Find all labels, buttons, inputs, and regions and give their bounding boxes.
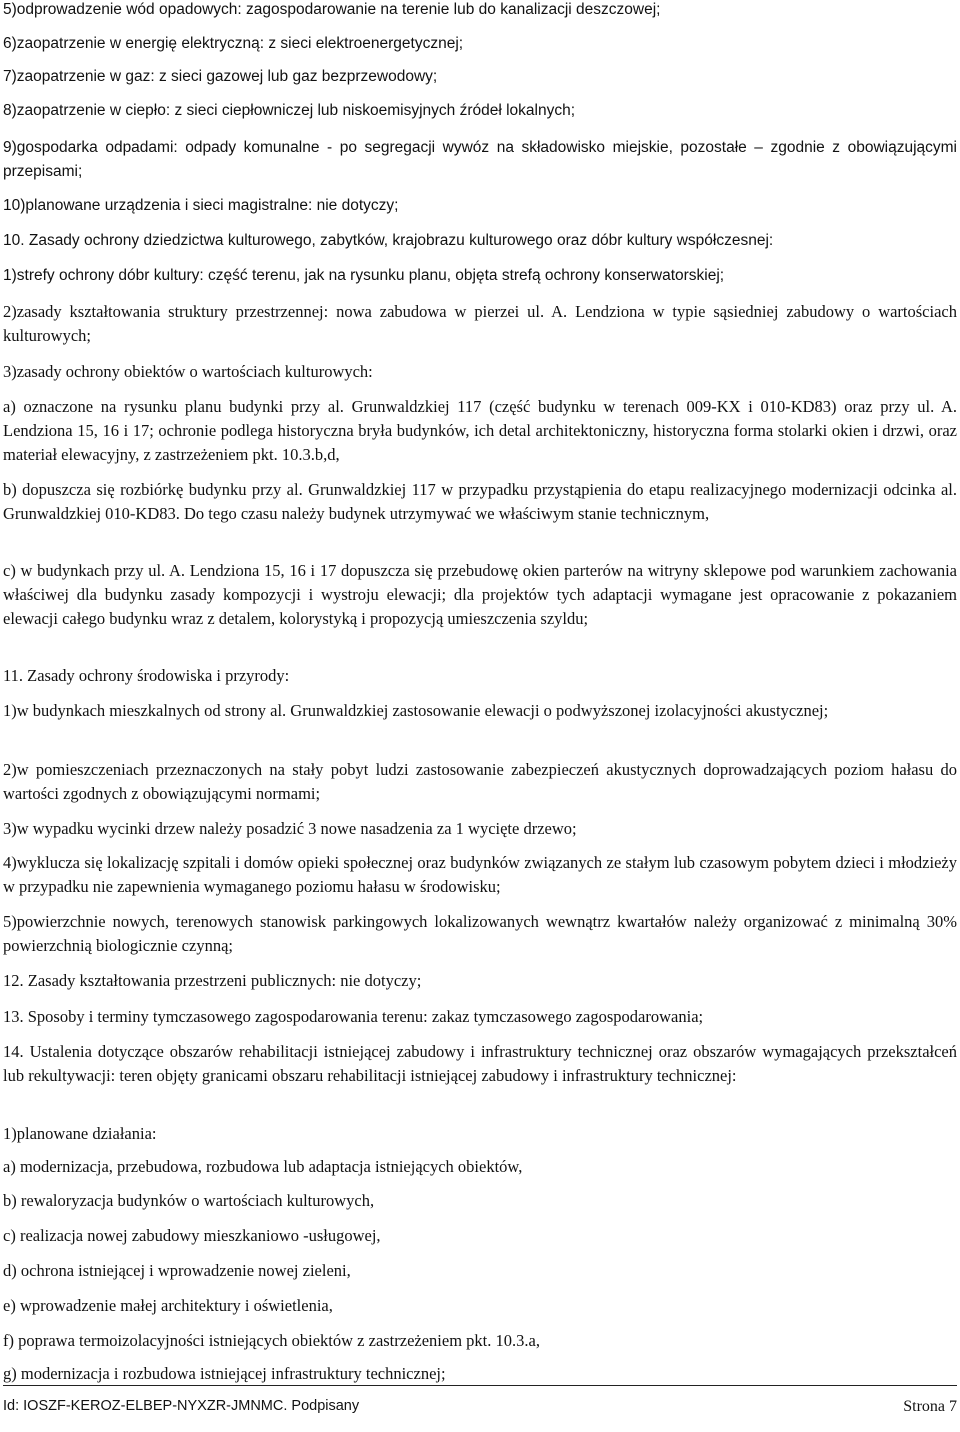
paragraph: 2)w pomieszczeniach przeznaczonych na stały pobyt ludzi zastosowanie zabezpieczeń akustycznych doprowadzających poziom hałasu do wartości zgodnych z obowiązującymi normami; <box>3 760 957 803</box>
paragraph: a) oznaczone na rysunku planu budynki przy al. Grunwaldzkiej 117 (część budynku w terenach 009-KX i 010-KD83) oraz przy ul. A. Lendziona 15, 16 i 17; ochronie podlega historyczna bryła budynków, ich detal architektoniczny, historyczna forma stolarki okien i drzwi, oraz materiał elewacyjny, z zastrzeżeniem pkt. 10.3.b,d, <box>3 397 957 464</box>
paragraph: c) w budynkach przy ul. A. Lendziona 15, 16 i 17 dopuszcza się przebudowę okien parterów na witryny sklepowe pod warunkiem zachowania właściwej dla budynku zasady kompozycji i wystroju elewacji; dla projektów tych adaptacji wymagane jest opracowanie z pokazaniem elewacji całego budynku wraz z detalem, kolorystyką i propozycją umieszczenia szyldu; <box>3 561 957 628</box>
paragraph: 3)w wypadku wycinki drzew należy posadzić 3 nowe nasadzenia za 1 wycięte drzewo; <box>3 819 577 838</box>
list-item: d) ochrona istniejącej i wprowadzenie nowej zieleni, <box>3 1261 351 1280</box>
paragraph: 1)strefy ochrony dóbr kultury: część terenu, jak na rysunku planu, objęta strefą ochrony konserwatorskiej; <box>3 267 725 284</box>
section-heading: 12. Zasady kształtowania przestrzeni publicznych: nie dotyczy; <box>3 971 422 990</box>
page-number: Strona 7 <box>903 1398 957 1415</box>
list-item: g) modernizacja i rozbudowa istniejącej infrastruktury technicznej; <box>3 1364 446 1383</box>
list-item: f) poprawa termoizolacyjności istniejących obiektów z zastrzeżeniem pkt. 10.3.a, <box>3 1331 540 1350</box>
paragraph: 10)planowane urządzenia i sieci magistralne: nie dotyczy; <box>3 197 399 214</box>
paragraph: 7)zaopatrzenie w gaz: z sieci gazowej lub gaz bezprzewodowy; <box>3 68 438 85</box>
list-item: b) rewaloryzacja budynków o wartościach kulturowych, <box>3 1191 375 1210</box>
paragraph: 4)wyklucza się lokalizację szpitali i domów opieki społecznej oraz budynków związanych ze stałym lub czasowym pobytem dzieci i młodzieży w przypadku nie zapewnienia wymaganego poziomu hałasu w środowisku; <box>3 853 957 896</box>
paragraph: 1)planowane działania: <box>3 1124 157 1143</box>
section-heading: 10. Zasady ochrony dziedzictwa kulturowego, zabytków, krajobrazu kulturowego oraz dóbr kultury współczesnej: <box>3 232 774 249</box>
list-item: c) realizacja nowej zabudowy mieszkaniowo -usługowej, <box>3 1226 381 1245</box>
paragraph: 5)odprowadzenie wód opadowych: zagospodarowanie na terenie lub do kanalizacji deszczowej; <box>3 1 661 18</box>
paragraph: 8)zaopatrzenie w ciepło: z sieci ciepłowniczej lub niskoemisyjnych źródeł lokalnych; <box>3 102 576 119</box>
document-id: Id: IOSZF-KEROZ-ELBEP-NYXZR-JMNMC. Podpisany <box>3 1398 360 1414</box>
section-heading: 13. Sposoby i terminy tymczasowego zagospodarowania terenu: zakaz tymczasowego zagospodarowania; <box>3 1007 704 1026</box>
paragraph: 9)gospodarka odpadami: odpady komunalne - po segregacji wywóz na składowisko miejskie, pozostałe – zgodnie z obowiązującymi przepisami; <box>3 139 957 180</box>
section-heading: 14. Ustalenia dotyczące obszarów rehabilitacji istniejącej zabudowy i infrastruktury technicznej oraz obszarów wymagających przekształceń lub rekultywacji: teren objęty granicami obszaru rehabilitacji istniejącej zabudowy i infrastruktury technicznej: <box>3 1042 957 1085</box>
paragraph: 1)w budynkach mieszkalnych od strony al. Grunwaldzkiej zastosowanie elewacji o podwyższonej izolacyjności akustycznej; <box>3 701 829 720</box>
paragraph: 5)powierzchnie nowych, terenowych stanowisk parkingowych lokalizowanych wewnątrz kwartałów należy organizować z minimalną 30% powierzchnią biologicznie czynną; <box>3 912 957 955</box>
page-footer <box>3 1385 957 1432</box>
paragraph: 2)zasady kształtowania struktury przestrzennej: nowa zabudowa w pierzei ul. A. Lendziona w typie sąsiedniej zabudowy o wartościach kulturowych; <box>3 302 957 345</box>
list-item: e) wprowadzenie małej architektury i oświetlenia, <box>3 1296 333 1315</box>
paragraph: 6)zaopatrzenie w energię elektryczną: z sieci elektroenergetycznej; <box>3 35 464 52</box>
paragraph: b) dopuszcza się rozbiórkę budynku przy al. Grunwaldzkiej 117 w przypadku przystąpienia do etapu realizacyjnego modernizacji odcinka al. Grunwaldzkiej 010-KD83. Do tego czasu należy budynek utrzymywać we właściwym stanie technicznym, <box>3 480 957 523</box>
paragraph: 3)zasady ochrony obiektów o wartościach kulturowych: <box>3 362 373 381</box>
section-heading: 11. Zasady ochrony środowiska i przyrody: <box>3 666 290 685</box>
list-item: a) modernizacja, przebudowa, rozbudowa lub adaptacja istniejących obiektów, <box>3 1157 523 1176</box>
